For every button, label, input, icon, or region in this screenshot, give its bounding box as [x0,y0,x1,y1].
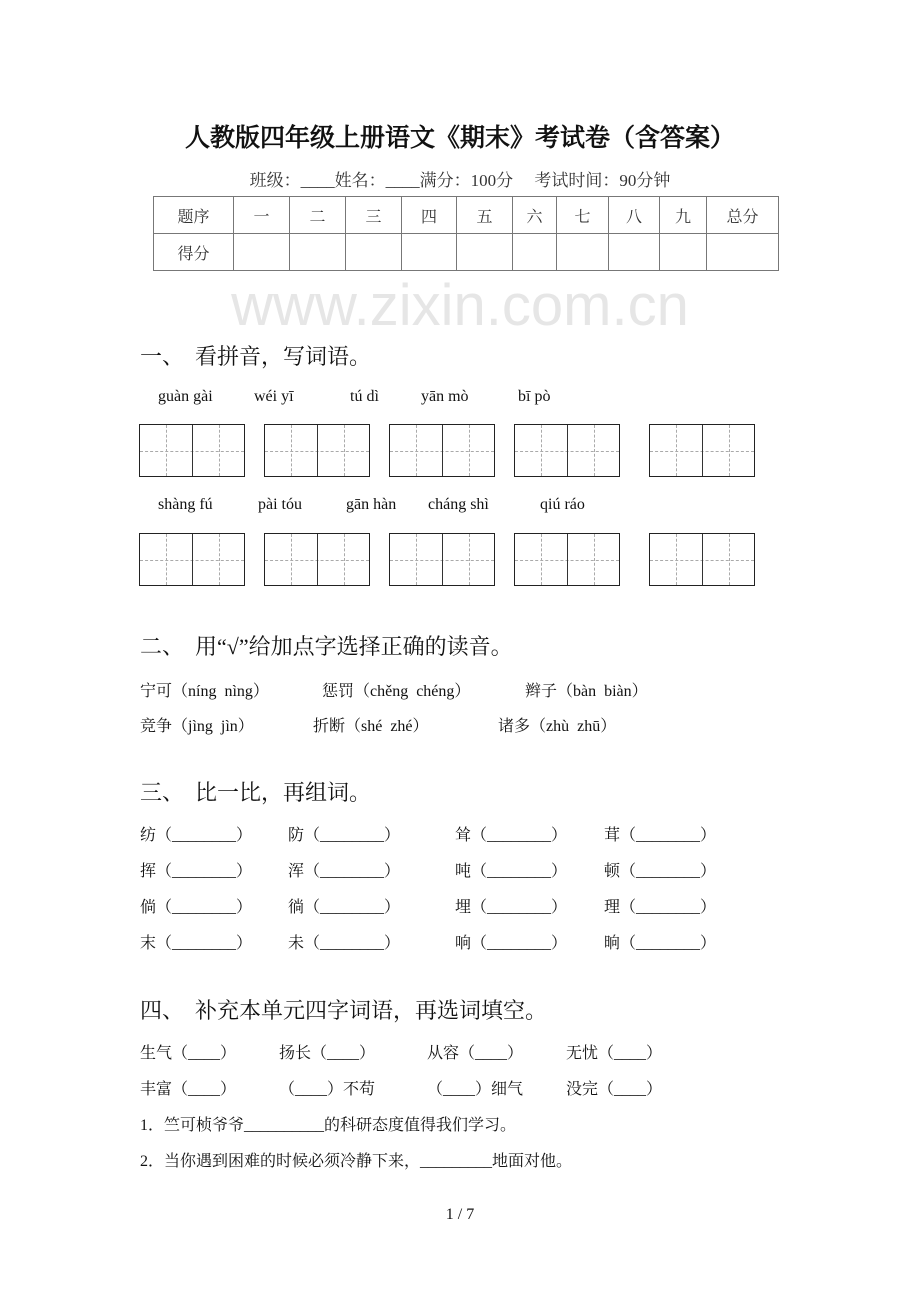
writing-grid-box[interactable] [139,533,245,586]
grid-line [166,534,167,585]
word-group-item: 顿（________） [604,863,717,880]
writing-grid-box[interactable] [264,424,370,477]
writing-grid-box[interactable] [514,533,620,586]
writing-grid-box[interactable] [649,424,755,477]
score-cell [707,234,779,271]
score-header-cell: 五 [457,197,513,234]
watermark: www.zixin.com.cn [231,273,689,338]
word-group-item: 浑（________） [288,863,401,880]
grid-line [567,534,568,585]
idiom-fill-item: （____）不苟 [279,1081,376,1098]
reading-choice-item: 辫子（bàn biàn） [525,683,648,700]
grid-line [541,425,542,476]
score-header-cell: 九 [660,197,707,234]
grid-line [291,534,292,585]
score-header-cell: 一 [234,197,290,234]
writing-grid-box[interactable] [649,533,755,586]
grid-line [192,425,193,476]
score-header-cell: 八 [609,197,660,234]
idiom-fill-item: 无忧（____） [566,1045,663,1062]
section-3-heading: 三、 比一比，再组词。 [140,780,372,805]
score-header-cell: 七 [557,197,609,234]
grid-line [676,425,677,476]
writing-grid-box[interactable] [389,533,495,586]
word-group-item: 埋（________） [455,899,568,916]
word-group-item: 防（________） [288,827,401,844]
score-header-cell: 三 [346,197,402,234]
word-group-item: 耸（________） [455,827,568,844]
grid-line [729,425,730,476]
idiom-fill-item: 扬长（____） [279,1045,376,1062]
score-row-label: 得分 [154,234,234,271]
score-cell [346,234,402,271]
word-group-item: 吨（________） [455,863,568,880]
writing-grid-box[interactable] [264,533,370,586]
score-cell [513,234,557,271]
score-cell [290,234,346,271]
pinyin-label: cháng shì [428,496,489,513]
word-group-item: 纺（________） [140,827,253,844]
score-cell [402,234,457,271]
score-header-cell: 四 [402,197,457,234]
fill-sentence: 1．竺可桢爷爷__________的科研态度值得我们学习。 [140,1117,517,1134]
word-group-item: 倘（________） [140,899,253,916]
reading-choice-item: 竞争（jìng jìn） [140,718,254,735]
grid-line [702,534,703,585]
reading-choice-item: 折断（shé zhé） [313,718,429,735]
score-header-cell: 二 [290,197,346,234]
idiom-fill-item: （____）细气 [427,1081,524,1098]
reading-choice-item: 惩罚（chěng chéng） [322,683,471,700]
reading-choice-item: 宁可（níng nìng） [140,683,269,700]
page-title: 人教版四年级上册语文《期末》考试卷（含答案） [184,125,735,152]
pinyin-label: yān mò [421,388,469,405]
word-group-item: 响（________） [455,935,568,952]
score-header-cell: 六 [513,197,557,234]
word-group-item: 徜（________） [288,899,401,916]
reading-choice-item: 诸多（zhù zhū） [498,718,617,735]
writing-grid-box[interactable] [139,424,245,477]
section-1-heading: 一、 看拼音，写词语。 [140,344,372,369]
pinyin-label: pài tóu [258,496,302,513]
score-cell [557,234,609,271]
idiom-fill-item: 从容（____） [427,1045,524,1062]
grid-line [317,425,318,476]
idiom-fill-item: 没完（____） [566,1081,663,1098]
exam-info: 班级：____姓名：____满分：100分 考试时间：90分钟 [249,171,671,190]
grid-line [442,425,443,476]
grid-line [192,534,193,585]
section-2-heading: 二、 用“√”给加点字选择正确的读音。 [140,634,513,659]
pinyin-label: guàn gài [158,388,213,405]
page-number: 1 / 7 [445,1206,475,1223]
grid-line [416,534,417,585]
score-table [153,196,779,271]
grid-line [291,425,292,476]
word-group-item: 未（________） [288,935,401,952]
pinyin-label: gān hàn [346,496,397,513]
grid-line [416,425,417,476]
word-group-item: 挥（________） [140,863,253,880]
writing-grid-box[interactable] [389,424,495,477]
idiom-fill-item: 生气（____） [140,1045,237,1062]
grid-line [594,425,595,476]
grid-line [219,425,220,476]
pinyin-label: qiú ráo [540,496,585,513]
pinyin-label: bī pò [518,388,551,405]
fill-sentence: 2．当你遇到困难的时候必须冷静下来，_________地面对他。 [140,1153,573,1170]
score-cell [609,234,660,271]
score-header-cell: 总分 [707,197,779,234]
grid-line [469,534,470,585]
word-group-item: 理（________） [604,899,717,916]
section-4-heading: 四、 补充本单元四字词语，再选词填空。 [140,998,548,1023]
grid-line [469,425,470,476]
score-cell [457,234,513,271]
pinyin-label: tú dì [350,388,379,405]
grid-line [317,534,318,585]
score-header-cell: 题序 [154,197,234,234]
grid-line [567,425,568,476]
grid-line [344,534,345,585]
grid-line [676,534,677,585]
word-group-item: 末（________） [140,935,253,952]
score-cell [660,234,707,271]
grid-line [729,534,730,585]
grid-line [166,425,167,476]
word-group-item: 晌（________） [604,935,717,952]
pinyin-label: shàng fú [158,496,213,513]
writing-grid-box[interactable] [514,424,620,477]
score-cell [234,234,290,271]
word-group-item: 茸（________） [604,827,717,844]
grid-line [594,534,595,585]
grid-line [541,534,542,585]
grid-line [442,534,443,585]
grid-line [702,425,703,476]
grid-line [219,534,220,585]
idiom-fill-item: 丰富（____） [140,1081,237,1098]
pinyin-label: wéi yī [254,388,294,405]
grid-line [344,425,345,476]
